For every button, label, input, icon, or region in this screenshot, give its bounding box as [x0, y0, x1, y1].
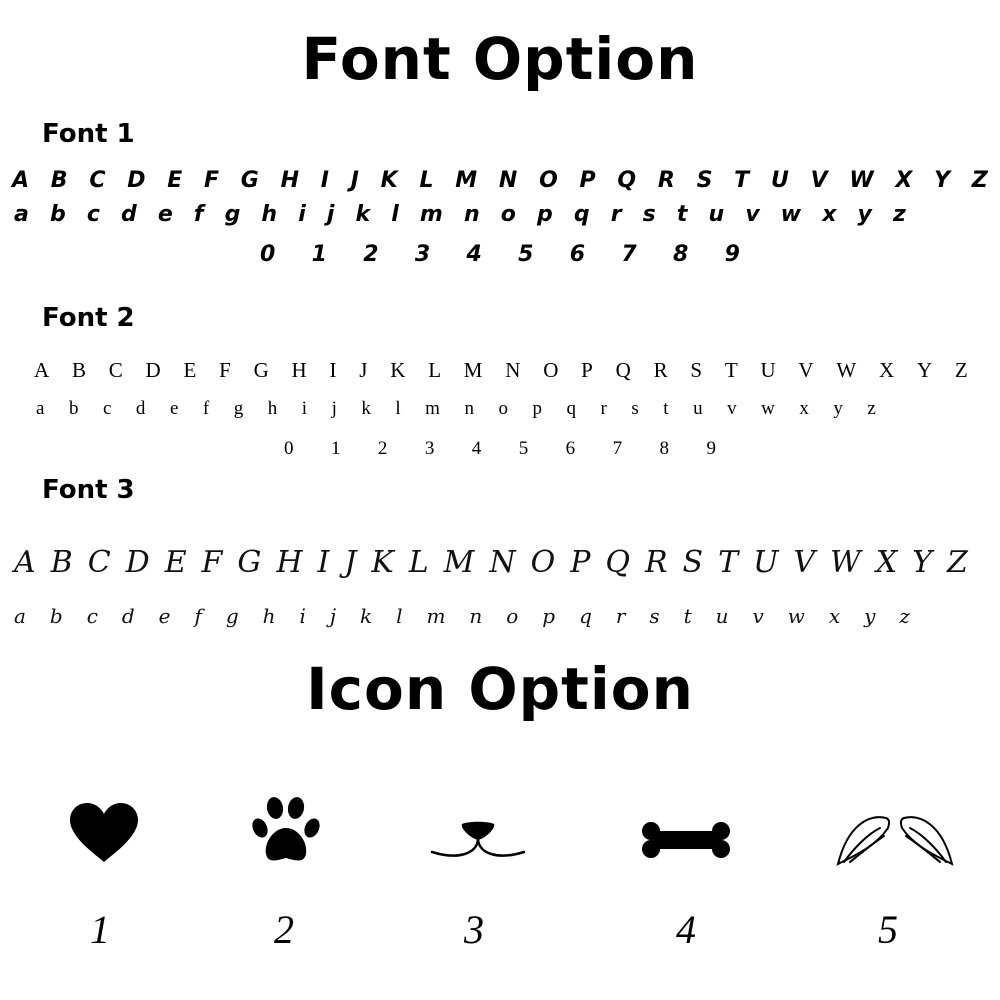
glyph: t	[676, 202, 688, 227]
font-1-digits-row	[260, 242, 740, 267]
glyph: 1	[330, 438, 341, 459]
glyph: P	[579, 168, 596, 193]
glyph: g	[233, 398, 244, 419]
glyph: A	[34, 358, 50, 382]
font-1-label: Font 1	[42, 119, 135, 149]
glyph: 3	[414, 242, 431, 267]
glyph: k	[361, 398, 371, 419]
glyph: X	[875, 545, 898, 580]
glyph: s	[649, 604, 660, 628]
glyph: q	[579, 604, 592, 628]
glyph: E	[164, 545, 187, 580]
glyph: 1	[311, 242, 327, 267]
glyph: o	[498, 398, 508, 419]
glyph: L	[428, 358, 442, 382]
glyph: a	[36, 398, 45, 419]
glyph: q	[566, 398, 577, 419]
glyph: M	[443, 545, 475, 580]
glyph: E	[167, 168, 183, 193]
glyph: 4	[471, 438, 482, 459]
glyph: m	[425, 398, 440, 419]
glyph: K	[390, 358, 406, 382]
glyph: 8	[673, 242, 689, 267]
glyph: T	[724, 358, 738, 382]
glyph: V	[798, 358, 814, 382]
glyph: L	[419, 168, 434, 193]
glyph: 5	[518, 242, 534, 267]
glyph: 4	[466, 242, 482, 267]
font-1-uppercase-row	[12, 168, 988, 193]
glyph: 8	[659, 438, 669, 459]
glyph: h	[267, 398, 278, 419]
glyph: S	[690, 358, 703, 382]
icon-3-number: 3	[464, 907, 484, 952]
glyph: e	[169, 398, 179, 419]
paw-icon	[250, 794, 322, 866]
glyph: X	[878, 358, 895, 382]
glyph: S	[682, 545, 704, 580]
glyph: Z	[971, 168, 988, 193]
glyph: b	[68, 398, 79, 419]
glyph: S	[696, 168, 713, 193]
glyph: 5	[518, 438, 529, 459]
glyph: 2	[363, 242, 379, 267]
glyph: F	[201, 545, 223, 580]
glyph: w	[761, 398, 775, 419]
glyph: X	[895, 168, 913, 193]
font-2-lowercase-row	[36, 398, 876, 420]
glyph: b	[49, 604, 63, 628]
glyph: l	[396, 604, 403, 628]
bone-icon	[640, 820, 732, 860]
glyph: P	[581, 358, 593, 382]
glyph: R	[653, 358, 668, 382]
glyph: 2	[377, 438, 388, 459]
glyph: U	[760, 358, 776, 382]
glyph: Y	[916, 358, 933, 382]
glyph: T	[718, 545, 739, 580]
glyph: Q	[615, 358, 631, 382]
dog-nose-mouth-icon	[428, 820, 528, 864]
glyph: y	[833, 398, 843, 419]
glyph: I	[320, 168, 329, 193]
glyph: W	[830, 545, 861, 580]
glyph: H	[280, 168, 300, 193]
glyph: G	[240, 168, 259, 193]
glyph: r	[615, 604, 626, 628]
icon-options	[0, 790, 1000, 880]
glyph: 9	[706, 438, 716, 459]
glyph: U	[753, 545, 779, 580]
glyph: A	[12, 168, 30, 193]
glyph: m	[426, 604, 446, 628]
glyph: F	[219, 358, 231, 382]
glyph: V	[793, 545, 816, 580]
glyph: s	[631, 398, 639, 419]
glyph: V	[810, 168, 828, 193]
glyph: m	[419, 202, 443, 227]
glyph: N	[498, 168, 518, 193]
glyph: F	[204, 168, 220, 193]
glyph: Q	[605, 545, 630, 580]
glyph: x	[822, 202, 837, 227]
glyph: Q	[617, 168, 637, 193]
glyph: G	[253, 358, 269, 382]
font-3-label: Font 3	[42, 475, 135, 505]
icon-4-number: 4	[676, 907, 696, 952]
glyph: w	[787, 604, 805, 628]
glyph: Z	[947, 545, 968, 580]
glyph: k	[360, 604, 373, 628]
glyph: j	[331, 398, 337, 419]
glyph: T	[734, 168, 750, 193]
glyph: x	[799, 398, 809, 419]
glyph: u	[715, 604, 729, 628]
glyph: W	[849, 168, 874, 193]
glyph: e	[158, 604, 171, 628]
glyph: L	[408, 545, 429, 580]
icon-1-number: 1	[90, 907, 110, 952]
glyph: h	[262, 604, 276, 628]
glyph: M	[455, 168, 478, 193]
glyph: A	[14, 545, 36, 580]
glyph: u	[693, 398, 703, 419]
font-option-title: Font Option	[301, 25, 699, 93]
glyph: c	[86, 604, 98, 628]
font-2-digits-row	[284, 438, 716, 460]
glyph: K	[380, 168, 398, 193]
glyph: f	[194, 604, 202, 628]
glyph: b	[49, 202, 66, 227]
glyph: N	[505, 358, 521, 382]
glyph: C	[89, 168, 106, 193]
glyph: O	[539, 168, 558, 193]
glyph: Z	[954, 358, 968, 382]
glyph: 6	[565, 438, 576, 459]
glyph: c	[102, 398, 112, 419]
glyph: i	[301, 398, 308, 419]
glyph: d	[121, 604, 135, 628]
font-1-lowercase-row	[14, 202, 906, 227]
glyph: C	[87, 545, 111, 580]
glyph: f	[202, 398, 210, 419]
glyph: h	[261, 202, 278, 227]
glyph: r	[610, 202, 622, 227]
glyph: x	[828, 604, 841, 628]
glyph: 6	[569, 242, 586, 267]
angel-wings-icon	[834, 810, 956, 870]
glyph: Y	[934, 168, 951, 193]
glyph: e	[157, 202, 173, 227]
glyph: v	[727, 398, 737, 419]
glyph: W	[836, 358, 857, 382]
glyph: J	[359, 358, 368, 382]
glyph: y	[864, 604, 876, 628]
glyph: 0	[260, 242, 276, 267]
glyph: O	[543, 358, 559, 382]
glyph: 7	[612, 438, 623, 459]
glyph: n	[469, 604, 483, 628]
glyph: I	[329, 358, 337, 382]
glyph: a	[14, 202, 29, 227]
glyph: R	[657, 168, 675, 193]
glyph: N	[489, 545, 516, 580]
glyph: B	[50, 168, 68, 193]
glyph: 3	[424, 438, 435, 459]
glyph: c	[86, 202, 100, 227]
glyph: G	[237, 545, 262, 580]
glyph: l	[391, 202, 399, 227]
glyph: d	[135, 398, 146, 419]
glyph: j	[326, 202, 335, 227]
font-2-label: Font 2	[42, 303, 135, 333]
icon-5-number: 5	[878, 907, 898, 952]
glyph: t	[683, 604, 692, 628]
glyph: E	[183, 358, 197, 382]
glyph: r	[600, 398, 607, 419]
glyph: z	[867, 398, 876, 419]
glyph: g	[224, 202, 241, 227]
glyph: j	[329, 604, 337, 628]
glyph: t	[663, 398, 669, 419]
glyph: C	[108, 358, 123, 382]
glyph: J	[344, 545, 357, 580]
glyph: l	[395, 398, 401, 419]
glyph: Y	[912, 545, 933, 580]
glyph: B	[50, 545, 73, 580]
glyph: d	[120, 202, 137, 227]
glyph: H	[276, 545, 303, 580]
glyph: o	[500, 202, 516, 227]
heart-icon	[68, 802, 140, 864]
glyph: p	[542, 604, 556, 628]
font-3-lowercase-row	[14, 604, 910, 628]
font-3-uppercase-row	[14, 545, 968, 580]
glyph: D	[125, 545, 150, 580]
glyph: o	[506, 604, 519, 628]
glyph: f	[193, 202, 204, 227]
glyph: i	[298, 202, 306, 227]
glyph: a	[14, 604, 26, 628]
glyph: p	[532, 398, 542, 419]
glyph: J	[350, 168, 359, 193]
glyph: y	[857, 202, 872, 227]
glyph: z	[899, 604, 910, 628]
font-2-uppercase-row	[34, 358, 968, 383]
glyph: n	[463, 202, 480, 227]
glyph: g	[225, 604, 239, 628]
glyph: k	[355, 202, 371, 227]
glyph: I	[317, 545, 330, 580]
glyph: P	[570, 545, 591, 580]
glyph: n	[464, 398, 474, 419]
glyph: M	[463, 358, 483, 382]
glyph: p	[536, 202, 553, 227]
icon-option-title: Icon Option	[306, 655, 694, 723]
glyph: D	[127, 168, 146, 193]
glyph: q	[573, 202, 590, 227]
glyph: 9	[724, 242, 740, 267]
glyph: z	[892, 202, 906, 227]
icon-2-number: 2	[274, 907, 294, 952]
glyph: w	[780, 202, 802, 227]
glyph: v	[752, 604, 764, 628]
glyph: B	[71, 358, 86, 382]
glyph: H	[291, 358, 307, 382]
glyph: U	[770, 168, 789, 193]
glyph: i	[299, 604, 306, 628]
glyph: v	[745, 202, 760, 227]
glyph: s	[642, 202, 656, 227]
glyph: K	[371, 545, 394, 580]
glyph: R	[644, 545, 668, 580]
glyph: 0	[284, 438, 294, 459]
glyph: u	[708, 202, 725, 227]
glyph: 7	[621, 242, 637, 267]
glyph: D	[145, 358, 161, 382]
glyph: O	[530, 545, 556, 580]
